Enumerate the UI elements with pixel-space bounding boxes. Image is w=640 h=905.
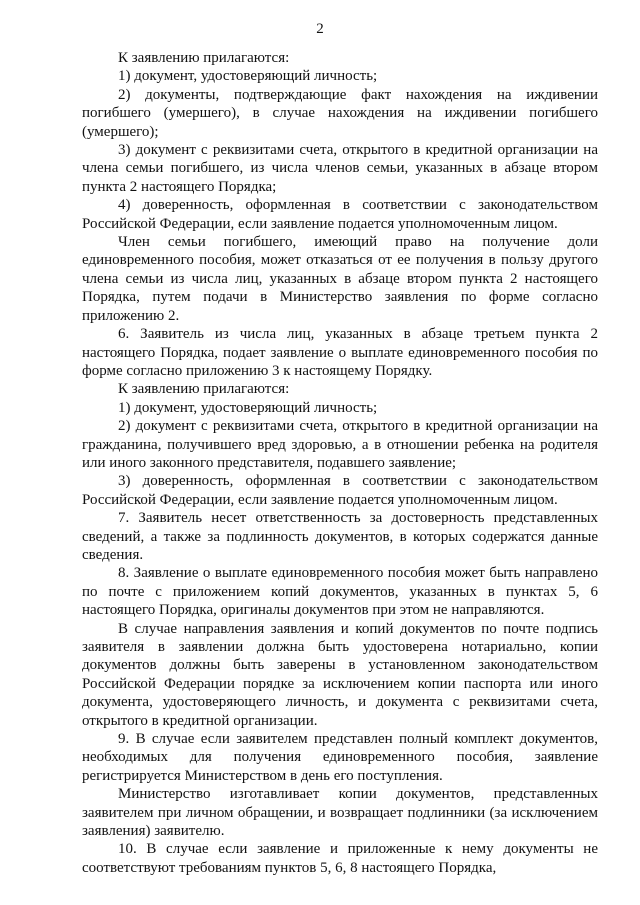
paragraph-item: 1) документ, удостоверяющий личность; [118,68,378,85]
paragraph-clause-8: 8. Заявление о выплате единовременного пособия может быть направлено по почте с приложением копий документов, указанных в пунктах 5, 6 настоящего Порядка, оригиналы документов при этом не направляются. [82,565,598,619]
paragraph-attachments-heading: К заявлению прилагаются: [118,381,290,398]
paragraph-clause-6: 6. Заявитель из числа лиц, указанных в абзаце третьем пункта 2 настоящего Порядка, подает заявление о выплате единовременного пособия по форме согласно приложению 3 к настоящему Порядку. [82,326,598,379]
paragraph: Член семьи погибшего, имеющий право на получение доли единовременного пособия, может отказаться от ее получения в пользу другого члена семьи из числа лиц, указанных в абзаце втором пункта 2 настоящего Порядка, путем подачи в Министерство заявления по форме согласно приложению 2. [82,234,598,324]
paragraph-item: 3) доверенность, оформленная в соответствии с законодательством Российской Федерации, если заявление подается уполномоченным лицом. [82,473,598,508]
paragraph-attachments-heading: К заявлению прилагаются: [118,50,290,66]
paragraph-clause-9: 9. В случае если заявителем представлен полный комплект документов, необходимых для получения единовременного пособия, заявление регистрируется Министерством в день его поступления. [82,731,598,784]
paragraph: В случае направления заявления и копий документов по почте подпись заявителя в заявлении должна быть удостоверена нотариально, копии документов должны быть заверены в установленном законодательством Российской Федерации порядке за исключением копии паспорта или иного документа, удостоверяющего личность, и документа с реквизитами счета, открытого в кредитной организации. [82,620,598,729]
paragraph-clause-10: 10. В случае если заявление и приложенные к нему документы не соответствуют требованиям пунктов 5, 6, 8 настоящего Порядка, [82,841,598,876]
page-number: 2 [316,21,324,37]
paragraph-item: 2) документ с реквизитами счета, открытого в кредитной организации на гражданина, получившего вред здоровью, а в отношении ребенка на родителя или иного законного представителя, подавшего заявление; [82,418,598,471]
paragraph: Министерство изготавливает копии документов, представленных заявителем при личном обращении, и возвращает подлинники (за исключением заявления) заявителю. [82,786,598,840]
paragraph-item: 4) доверенность, оформленная в соответствии с законодательством Российской Федерации, если заявление подается уполномоченным лицом. [82,197,598,232]
document-body [82,49,598,877]
paragraph-item: 1) документ, удостоверяющий личность; [118,399,378,416]
paragraph-clause-7: 7. Заявитель несет ответственность за достоверность представленных сведений, а также за подлинность документов, в которых содержатся данные сведения. [82,510,598,563]
paragraph-item: 3) документ с реквизитами счета, открытого в кредитной организации на члена семьи погибшего, из числа членов семьи, указанных в абзаце втором пункта 2 настоящего Порядка; [82,142,598,195]
paragraph-item: 2) документы, подтверждающие факт нахождения на иждивении погибшего (умершего), в случае нахождения на иждивении погибшего (умершего); [82,86,598,140]
